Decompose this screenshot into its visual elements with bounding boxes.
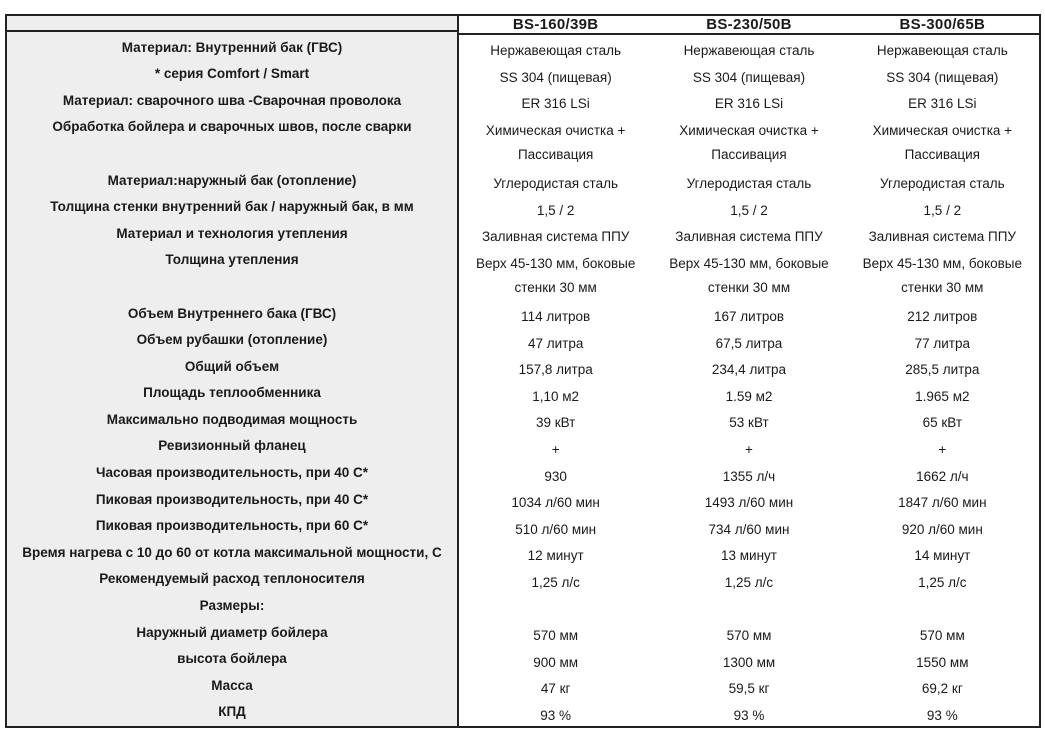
header-empty-cell: [7, 16, 457, 32]
table-row: [7, 61, 457, 88]
value-cell: 1662 л/ч: [916, 468, 969, 484]
table-row: [459, 331, 1039, 358]
value-cell: 1,10 м2: [532, 388, 580, 404]
value-cell: 570 мм: [919, 628, 965, 644]
table-row: [459, 623, 1039, 650]
row-label: Часовая производительность, при 40 С*: [95, 465, 369, 481]
table-row: [7, 380, 457, 407]
value-cell: 1,25 л/с: [918, 574, 967, 590]
value-cell: +: [938, 441, 947, 457]
table-row: [459, 198, 1039, 225]
row-label: Материал и технология утепления: [116, 225, 348, 241]
row-label: Время нагрева с 10 до 60 от котла максимальной мощности, С: [22, 544, 442, 560]
row-label: Ревизионный фланец: [158, 438, 306, 454]
value-cell: 570 мм: [726, 628, 772, 644]
value-cell: 14 минут: [914, 548, 971, 564]
table-row: [7, 460, 457, 487]
table-row: [7, 354, 457, 381]
value-cell: 1550 мм: [916, 654, 969, 670]
table-row: [7, 593, 457, 620]
value-cell: 93 %: [926, 707, 958, 723]
table-row: [7, 88, 457, 115]
value-cell: 59,5 кг: [728, 681, 770, 697]
row-label: Масса: [211, 677, 253, 693]
table-row: [459, 38, 1039, 65]
value-cell: 1034 л/60 мин: [511, 495, 600, 511]
row-label: Материал: Внутренний бак (ГВС): [121, 39, 343, 55]
table-row: [7, 699, 457, 726]
value-cell: 212 литров: [907, 308, 978, 324]
row-label: Обработка бойлера и сварочных швов, после сварки: [52, 119, 412, 135]
table-row: [7, 407, 457, 434]
value-cell: 1,25 л/с: [724, 574, 774, 590]
table-row: [7, 540, 457, 567]
spec-table: [5, 14, 1041, 728]
value-rows: [459, 35, 1039, 729]
table-row: [459, 65, 1039, 92]
table-row: [7, 646, 457, 673]
table-row: [7, 301, 457, 328]
value-cell: Заливная система ППУ: [868, 229, 1017, 245]
column-header: BS-300/65B: [899, 16, 986, 33]
value-cell: 1,25 л/с: [531, 574, 580, 590]
table-row: [7, 221, 457, 248]
row-label: Пиковая производительность, при 40 С*: [95, 491, 369, 507]
table-row: [7, 673, 457, 700]
row-label: Объем Внутреннего бака (ГВС): [127, 305, 337, 321]
value-cell: 12 минут: [527, 548, 584, 564]
table-row: [459, 676, 1039, 703]
table-row: [459, 251, 1039, 304]
table-row: [7, 487, 457, 514]
value-cell: 93 %: [540, 707, 572, 723]
row-label: Объем рубашки (отопление): [136, 332, 328, 348]
value-cell: Верх 45-130 мм, боковые стенки 30 мм: [669, 256, 829, 295]
table-row: [459, 118, 1039, 171]
value-cell: 1.59 м2: [725, 388, 773, 404]
table-row: [459, 304, 1039, 331]
value-cell: SS 304 (пищевая): [692, 69, 806, 85]
value-cell: 39 кВт: [535, 415, 576, 431]
table-row: [7, 247, 457, 300]
value-cell: ER 316 LSi: [714, 96, 784, 112]
value-cell: 1355 л/ч: [722, 468, 776, 484]
value-cell: Нержавеющая сталь: [876, 43, 1008, 58]
table-row: [7, 168, 457, 195]
row-label: Максимально подводимая мощность: [106, 411, 358, 427]
value-cell: Заливная система ППУ: [675, 229, 823, 245]
value-cell: Химическая очистка + Пассивация: [485, 123, 626, 162]
table-row: [459, 171, 1039, 198]
row-label: КПД: [218, 704, 246, 720]
value-cell: 65 кВт: [922, 415, 963, 431]
value-cell: +: [551, 441, 560, 457]
value-cell: Заливная система ППУ: [481, 229, 630, 245]
table-row: [459, 543, 1039, 570]
value-cell: 1493 л/60 мин: [704, 495, 794, 511]
table-row: [459, 570, 1039, 597]
row-label: * серия Comfort / Smart: [154, 66, 310, 82]
row-label: Наружный диаметр бойлера: [136, 624, 328, 640]
header-row: [459, 16, 1039, 35]
table-row: [7, 327, 457, 354]
value-cell: 167 литров: [713, 308, 785, 324]
row-label: Общий объем: [184, 358, 280, 374]
label-column: [7, 16, 459, 726]
value-cell: Химическая очистка + Пассивация: [872, 123, 1013, 162]
value-cell: +: [745, 441, 753, 457]
value-cell: 13 минут: [721, 548, 777, 564]
value-cell: Химическая очистка + Пассивация: [679, 123, 819, 162]
value-cell: ER 316 LSi: [908, 96, 977, 112]
row-label: Материал:наружный бак (отопление): [107, 172, 357, 188]
table-row: [459, 384, 1039, 411]
value-cell: 67,5 литра: [715, 335, 783, 351]
table-row: [459, 410, 1039, 437]
value-cell: ER 316 LSi: [521, 96, 590, 112]
table-row: [459, 650, 1039, 677]
value-cell: 93 %: [733, 707, 765, 723]
row-label: Материал: сварочного шва -Сварочная проволока: [62, 92, 402, 108]
table-row: [459, 464, 1039, 491]
table-row: [7, 513, 457, 540]
value-cell: 570 мм: [533, 628, 579, 644]
value-cell: Нержавеющая сталь: [490, 43, 622, 58]
value-cell: 1,5 / 2: [730, 202, 768, 218]
value-cell: 1.965 м2: [915, 388, 970, 404]
value-cell: 69,2 кг: [921, 681, 963, 697]
value-cell: Верх 45-130 мм, боковые стенки 30 мм: [475, 256, 636, 295]
column-header: BS-160/39B: [512, 16, 599, 33]
table-row: [7, 433, 457, 460]
value-cell: 77 литра: [914, 335, 971, 351]
table-row: [459, 596, 1039, 623]
value-cell: 930: [544, 468, 567, 484]
data-columns: [459, 16, 1039, 726]
value-cell: 510 л/60 мин: [515, 521, 597, 537]
value-cell: 53 кВт: [729, 415, 769, 431]
row-label: высота бойлера: [177, 651, 287, 667]
row-label: Площадь теплообменника: [143, 385, 321, 401]
value-cell: 1847 л/60 мин: [898, 495, 987, 511]
row-label: Рекомендуемый расход теплоносителя: [99, 571, 365, 587]
value-cell: 285,5 литра: [905, 362, 980, 378]
table-row: [459, 224, 1039, 251]
table-row: [7, 114, 457, 167]
value-cell: Верх 45-130 мм, боковые стенки 30 мм: [862, 256, 1023, 295]
table-row: [7, 620, 457, 647]
value-cell: SS 304 (пищевая): [499, 69, 612, 85]
value-cell: 1,5 / 2: [923, 202, 962, 218]
row-label: Толщина стенки внутренний бак / наружный бак, в мм: [50, 199, 414, 215]
value-cell: 234,4 литра: [711, 362, 787, 378]
value-cell: Углеродистая сталь: [686, 175, 812, 191]
value-cell: Нержавеющая сталь: [683, 43, 815, 58]
table-row: [459, 703, 1039, 730]
value-cell: 47 литра: [527, 335, 584, 351]
table-row: [459, 437, 1039, 464]
value-cell: 920 л/60 мин: [901, 521, 983, 537]
table-row: [7, 35, 457, 62]
value-cell: 47 кг: [540, 681, 571, 697]
value-cell: 1,5 / 2: [536, 202, 575, 218]
value-cell: 157,8 литра: [518, 362, 593, 378]
label-list: [7, 32, 457, 726]
row-label: Пиковая производительность, при 60 С*: [95, 518, 369, 534]
value-cell: Углеродистая сталь: [493, 175, 618, 191]
value-cell: 734 л/60 мин: [708, 521, 790, 537]
table-row: [459, 517, 1039, 544]
value-cell: SS 304 (пищевая): [886, 69, 999, 85]
column-header: BS-230/50B: [706, 16, 792, 33]
value-cell: 900 мм: [533, 654, 579, 670]
row-label: Размеры:: [199, 598, 265, 614]
table-row: [7, 194, 457, 221]
table-row: [459, 357, 1039, 384]
table-row: [459, 490, 1039, 517]
value-cell: 114 литров: [521, 308, 591, 324]
table-row: [7, 566, 457, 593]
row-label: Толщина утепления: [165, 252, 299, 268]
value-cell: Углеродистая сталь: [879, 175, 1005, 191]
value-cell: 1300 мм: [722, 654, 776, 670]
table-row: [459, 91, 1039, 118]
